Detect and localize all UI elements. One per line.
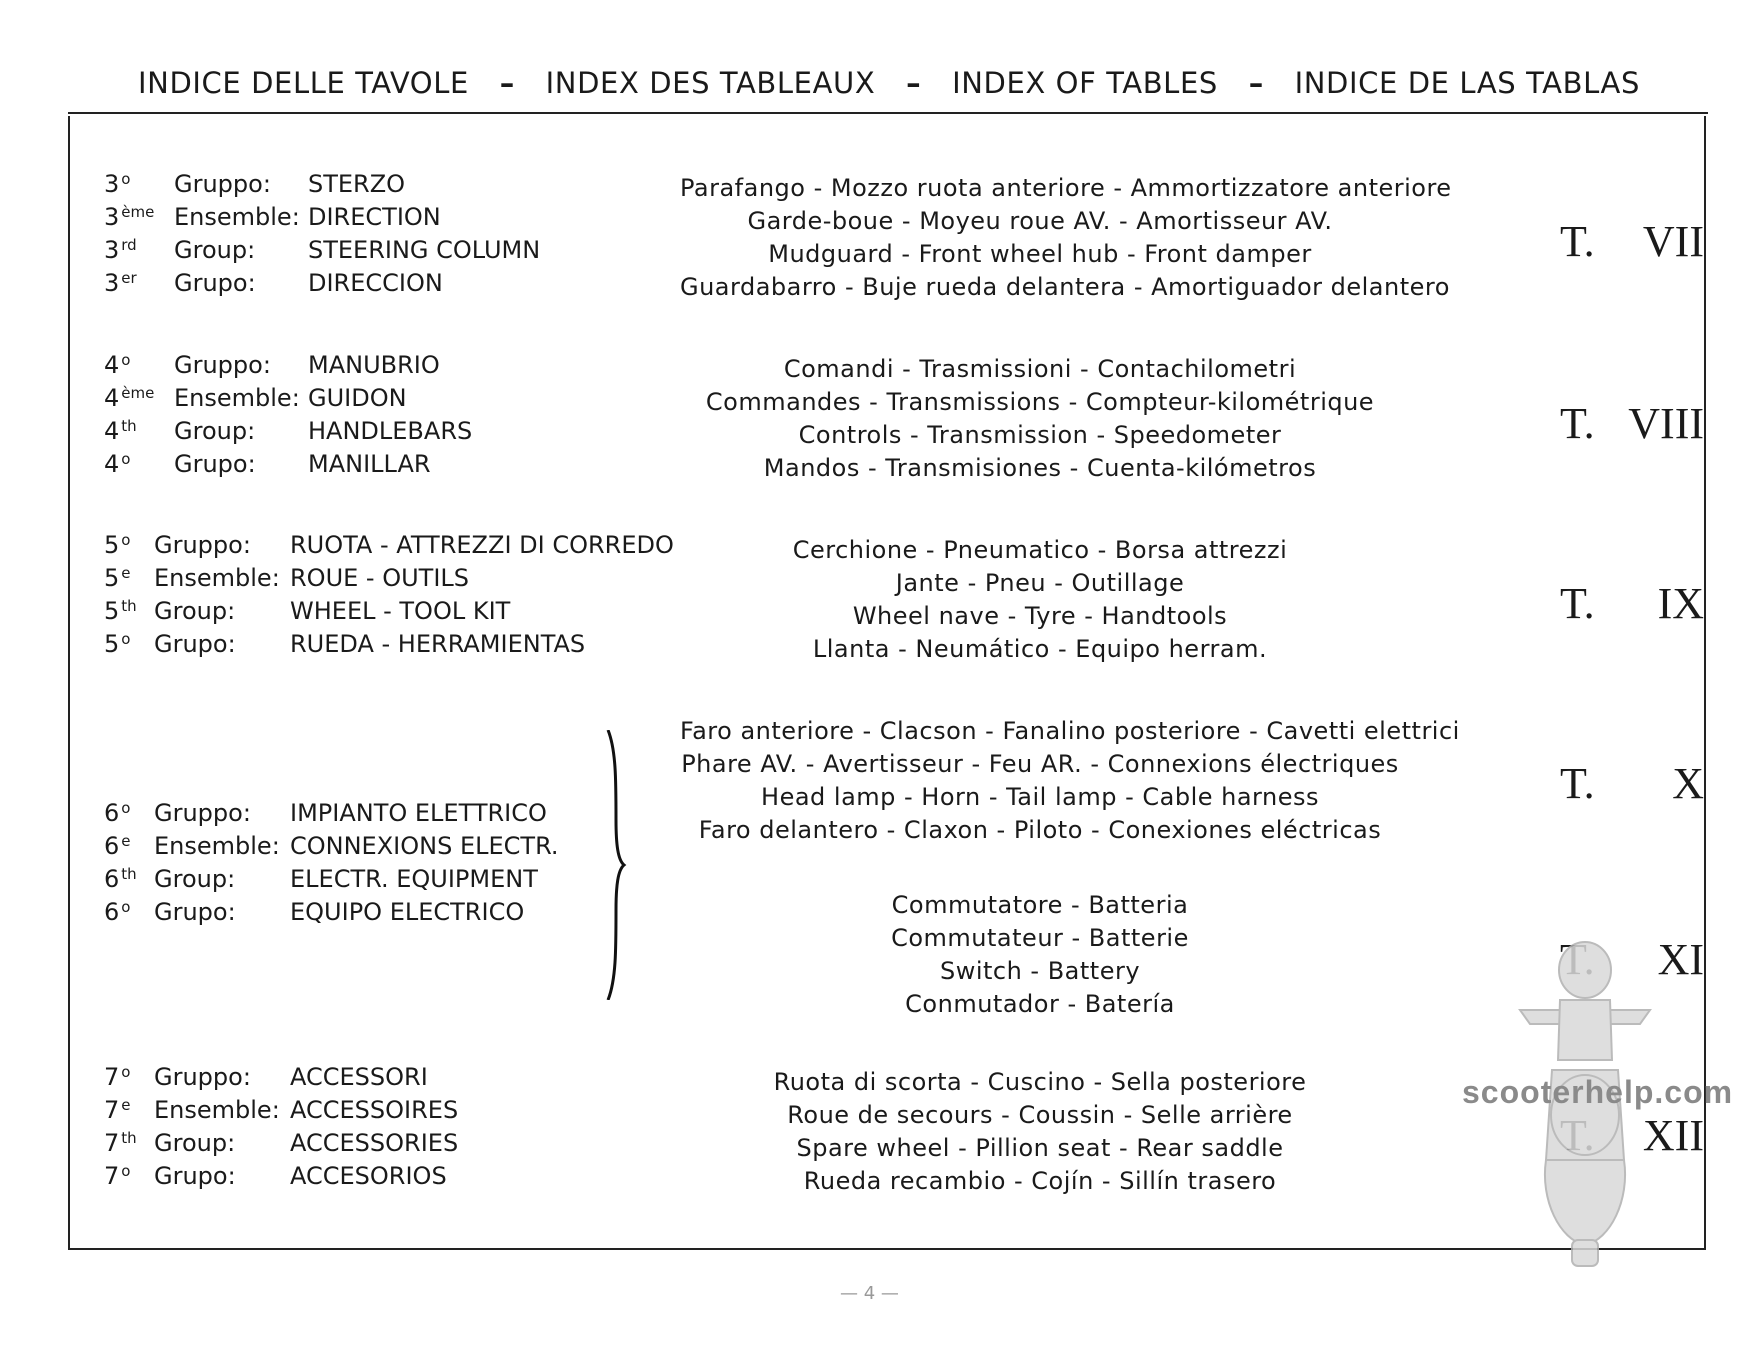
group-name: DIRECCION	[308, 269, 443, 297]
description-line: Parafango - Mozzo ruota anteriore - Ammortizzatore anteriore	[680, 174, 1452, 202]
description-line: Guardabarro - Buje rueda delantera - Amortiguador delantero	[680, 273, 1450, 301]
watermark-text: scooterhelp.com	[1462, 1074, 1734, 1110]
description-line: Commutateur - Batterie	[891, 924, 1189, 952]
group-description	[680, 174, 1452, 306]
group-label: Gruppo:	[174, 351, 271, 379]
group-description	[680, 891, 1400, 1023]
group-number: 7 $^e$	[104, 1096, 131, 1124]
plate-ref: T. VIII	[1560, 399, 1704, 448]
description-line: Faro anteriore - Clacson - Fanalino posteriore - Cavetti elettrici	[680, 717, 1460, 745]
title-separator: –	[906, 66, 922, 100]
group-label: Grupo:	[154, 1162, 236, 1190]
group-name: STERZO	[308, 170, 406, 198]
group-number: 5 $^{th}$	[104, 597, 137, 625]
description-line: Llanta - Neumático - Equipo herram.	[812, 635, 1268, 663]
group-number: 6 $^e$	[104, 832, 131, 860]
plate-ref: XI	[1657, 935, 1704, 984]
group-label: Group:	[154, 865, 236, 893]
group-name: MANILLAR	[308, 450, 431, 478]
group-number: 5 $^o$	[104, 531, 131, 559]
group-name: RUEDA - HERRAMIENTAS	[290, 630, 586, 658]
group-name: ACCESORIOS	[290, 1162, 447, 1190]
group-name: DIRECTION	[308, 203, 441, 231]
description-line: Conmutador - Batería	[905, 990, 1175, 1018]
plate-ref: T. IX	[1560, 579, 1704, 628]
group-name: ACCESSORI	[290, 1063, 428, 1091]
description-line: Roue de secours - Coussin - Selle arrière	[787, 1101, 1293, 1129]
description-line: Rueda recambio - Cojín - Sillín trasero	[803, 1167, 1277, 1195]
description-line: Ruota di scorta - Cuscino - Sella posteriore	[773, 1068, 1307, 1096]
group-label: Group:	[154, 1129, 236, 1157]
group-label: Ensemble:	[174, 203, 300, 231]
group-name: IMPIANTO ELETTRICO	[290, 799, 547, 827]
group-label: Grupo:	[174, 269, 256, 297]
group-name: RUOTA - ATTREZZI DI CORREDO	[290, 531, 674, 559]
description-line: Commandes - Transmissions - Compteur-kilométrique	[705, 388, 1375, 416]
group-name: ELECTR. EQUIPMENT	[290, 865, 538, 893]
curly-brace	[604, 730, 628, 1000]
group-number: 3 $^{ème}$	[104, 203, 155, 231]
group-label: Gruppo:	[154, 531, 251, 559]
plate-ref: XII	[1642, 1111, 1704, 1160]
page-number: — 4 —	[840, 1283, 899, 1304]
group-label: Gruppo:	[154, 799, 251, 827]
group-number: 4 $^{th}$	[104, 417, 137, 445]
group-name: CONNEXIONS ELECTR.	[290, 832, 559, 860]
group-description	[680, 355, 1400, 487]
group-number: 3 $^{er}$	[104, 269, 137, 297]
group-description	[680, 1068, 1400, 1200]
title-separator: –	[1248, 66, 1264, 100]
description-line: Mudguard - Front wheel hub - Front damper	[768, 240, 1312, 268]
group-name: EQUIPO ELECTRICO	[290, 898, 525, 926]
group-label: Group:	[174, 417, 256, 445]
group-label: Gruppo:	[174, 170, 271, 198]
group-name: ROUE - OUTILS	[290, 564, 470, 592]
description-line: Comandi - Trasmissioni - Contachilometri	[783, 355, 1297, 383]
description-line: Head lamp - Horn - Tail lamp - Cable harness	[761, 783, 1319, 811]
group-name: HANDLEBARS	[308, 417, 473, 445]
group-number: 6 $^o$	[104, 898, 131, 926]
group-name: STEERING COLUMN	[308, 236, 541, 264]
page-header	[138, 66, 1640, 100]
group-number: 7 $^o$	[104, 1162, 131, 1190]
group-number: 7 $^{th}$	[104, 1129, 137, 1157]
title-english: INDEX OF TABLES	[952, 66, 1218, 100]
plate-ref: T. VII	[1560, 217, 1704, 266]
header-rule	[68, 112, 1708, 114]
group-description	[680, 536, 1400, 668]
group-name: GUIDON	[308, 384, 407, 412]
group-label: Ensemble:	[174, 384, 300, 412]
group-name: WHEEL - TOOL KIT	[290, 597, 511, 625]
title-italian: INDICE DELLE TAVOLE	[138, 66, 469, 100]
group-number: 6 $^o$	[104, 799, 131, 827]
group-number: 5 $^o$	[104, 630, 131, 658]
group-name: ACCESSORIES	[290, 1129, 459, 1157]
description-line: Garde-boue - Moyeu roue AV. - Amortisseur AV.	[747, 207, 1333, 235]
description-line: Faro delantero - Claxon - Piloto - Conexiones eléctricas	[698, 816, 1382, 844]
group-label: Group:	[154, 597, 236, 625]
description-line: Cerchione - Pneumatico - Borsa attrezzi	[792, 536, 1288, 564]
title-separator: –	[499, 66, 515, 100]
title-spanish: INDICE DE LAS TABLAS	[1294, 66, 1640, 100]
group-number: 4 $^o$	[104, 351, 131, 379]
description-line: Commutatore - Batteria	[891, 891, 1189, 919]
group-name: ACCESSOIRES	[290, 1096, 459, 1124]
group-number: 6 $^{th}$	[104, 865, 137, 893]
group-number: 3 $^{rd}$	[104, 236, 137, 264]
group-label: Ensemble:	[154, 1096, 280, 1124]
description-line: Jante - Pneu - Outillage	[895, 569, 1185, 597]
plate-ref: T. X	[1560, 759, 1704, 808]
group-label: Grupo:	[174, 450, 256, 478]
group-number: 4 $^o$	[104, 450, 131, 478]
description-line: Wheel nave - Tyre - Handtools	[852, 602, 1228, 630]
group-number: 4 $^{ème}$	[104, 384, 155, 412]
description-line: Controls - Transmission - Speedometer	[798, 421, 1282, 449]
group-label: Grupo:	[154, 630, 236, 658]
description-line: Phare AV. - Avertisseur - Feu AR. - Connexions électriques	[681, 750, 1399, 778]
group-number: 7 $^o$	[104, 1063, 131, 1091]
group-label: Ensemble:	[154, 564, 280, 592]
group-label: Ensemble:	[154, 832, 280, 860]
description-line: Switch - Battery	[939, 957, 1141, 985]
description-line: Spare wheel - Pillion seat - Rear saddle	[796, 1134, 1284, 1162]
group-label: Gruppo:	[154, 1063, 251, 1091]
group-label: Group:	[174, 236, 256, 264]
group-description	[680, 717, 1460, 849]
description-line: Mandos - Transmisiones - Cuenta-kilómetros	[763, 454, 1317, 482]
group-number: 3 $^o$	[104, 170, 131, 198]
title-french: INDEX DES TABLEAUX	[545, 66, 876, 100]
group-number: 5 $^e$	[104, 564, 131, 592]
group-name: MANUBRIO	[308, 351, 440, 379]
group-label: Grupo:	[154, 898, 236, 926]
